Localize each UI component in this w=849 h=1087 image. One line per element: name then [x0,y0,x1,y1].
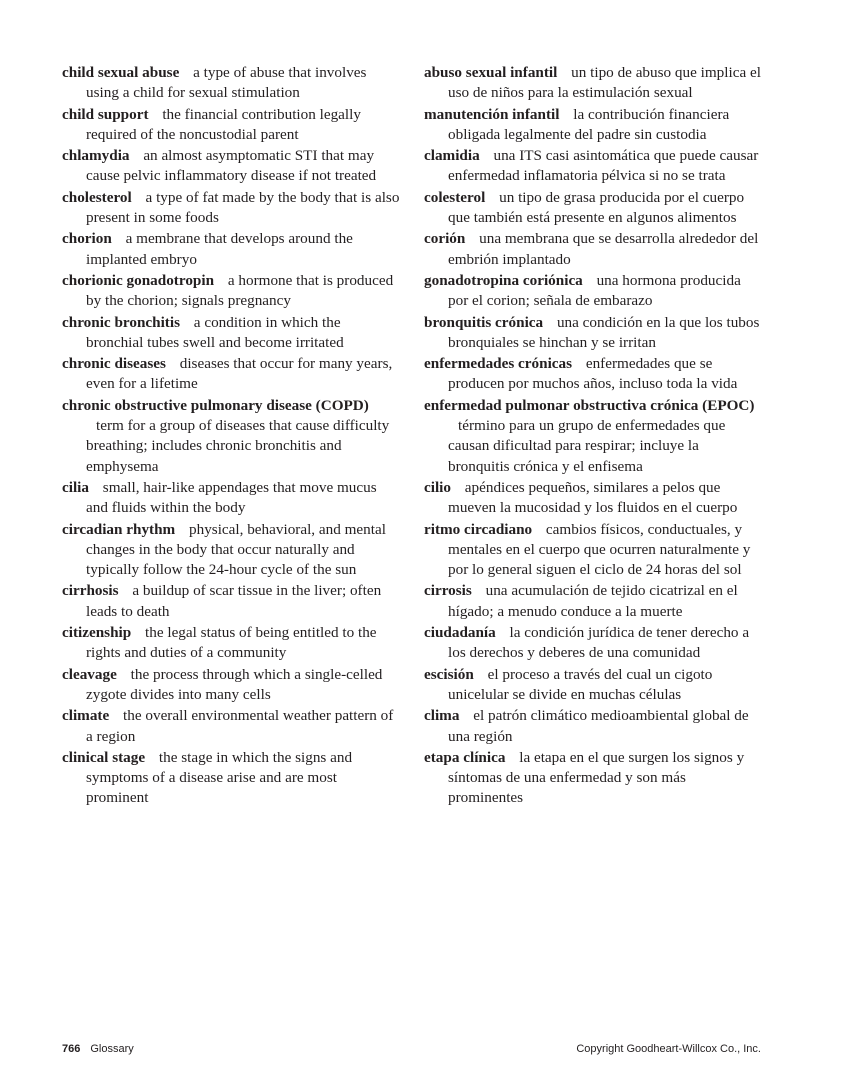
glossary-entry-english [62,229,400,270]
glossary-entry-spanish [424,748,762,809]
copyright: Copyright Goodheart-Willcox Co., Inc. [576,1043,761,1055]
glossary-definition: a hormone that is produced by the chorion; signals pregnancy [86,271,394,310]
glossary-entry-spanish [424,271,762,312]
glossary-term: bronquitis crónica [424,313,544,331]
glossary-term: manutención infantil [424,105,560,123]
glossary-term: clinical stage [62,748,146,766]
glossary-definition: la contribución financiera obligada legalmente del padre sin custodia [448,105,730,143]
glossary-term: cilia [62,478,89,496]
glossary-term: cirrhosis [62,582,119,600]
glossary-term: gonadotropina coriónica [424,271,583,289]
glossary-entry-spanish [424,146,762,187]
glossary-definition: la condición jurídica de tener derecho a los derechos y deberes de una comunidad [448,624,750,662]
glossary-entry-spanish [424,623,762,664]
glossary-entry-english [62,478,400,519]
glossary-term: cleavage [62,665,117,683]
glossary-entry-english [62,623,400,664]
glossary-definition: a membrane that develops around the implanted embryo [86,230,353,268]
glossary-entry-english [62,706,400,747]
glossary-term: ciudadanía [424,624,496,642]
glossary-term: etapa clínica [424,748,506,766]
glossary-entry-english [62,313,400,354]
glossary-columns [62,63,762,809]
glossary-entry-english [62,354,400,395]
glossary-definition: un tipo de grasa producida por el cuerpo que también está presente en algunos alimentos [448,188,745,227]
glossary-term: abuso sexual infantil [424,64,558,81]
glossary-entry-english [62,396,400,477]
glossary-term: ritmo circadiano [424,520,533,538]
glossary-definition: term for a group of diseases that cause difficulty breathing; includes chronic bronchitis and emphysema [86,417,390,475]
glossary-definition: a condition in which the bronchial tubes swell and become irritated [86,313,344,351]
glossary-definition: an almost asymptomatic STI that may cause pelvic inflammatory disease if not treated [86,147,377,185]
glossary-entry-spanish [424,478,762,519]
glossary-definition: the financial contribution legally required of the noncustodial parent [86,105,361,143]
glossary-entry-spanish [424,665,762,706]
glossary-entry-english [62,63,400,104]
glossary-term: colesterol [424,188,486,206]
glossary-entry-spanish [424,188,762,229]
glossary-definition: una membrana que se desarrolla alrededor del embrión implantado [448,230,759,268]
glossary-entry-english [62,271,400,312]
glossary-definition: the overall environmental weather pattern of a region [86,707,394,745]
page-number: 766 [62,1043,81,1055]
glossary-entry-english [62,146,400,187]
glossary-definition: término para un grupo de enfermedades que causan dificultad para respirar; incluye la bronquitis crónica y el enfisema [448,417,726,475]
glossary-definition: a type of fat made by the body that is also present in some foods [86,188,400,227]
glossary-term: chlamydia [62,147,130,165]
footer-left [62,1043,134,1055]
glossary-entry-spanish [424,520,762,581]
glossary-definition: el proceso a través del cual un cigoto unicelular se divide en muchas células [448,665,713,703]
glossary-term: cirrosis [424,582,472,600]
glossary-definition: the stage in which the signs and symptoms of a disease arise and are most prominent [86,748,353,807]
glossary-entry-spanish [424,63,762,104]
glossary-entry-english [62,188,400,229]
glossary-definition: la etapa en el que surgen los signos y síntomas de una enfermedad y son más prominentes [448,748,745,807]
glossary-entry-spanish [424,706,762,747]
glossary-term: enfermedades crónicas [424,355,573,373]
glossary-definition: una ITS casi asintomática que puede causar enfermedad inflamatoria pélvica si no se trata [448,147,759,185]
glossary-entry-english [62,105,400,146]
glossary-term: clima [424,707,460,725]
glossary-entry-spanish [424,105,762,146]
glossary-definition: un tipo de abuso que implica el uso de niños para la estimulación sexual [448,64,761,102]
glossary-entry-english [62,581,400,622]
glossary-term: chronic bronchitis [62,313,180,331]
glossary-term: cholesterol [62,188,132,206]
glossary-entry-spanish [424,229,762,270]
glossary-definition: una acumulación de tejido cicatrizal en el hígado; a menudo conduce a la muerte [448,582,738,620]
glossary-definition: cambios físicos, conductuales, y mentales en el cuerpo que ocurren naturalmente y por lo general siguen el ciclo de 24 horas del sol [448,520,751,579]
glossary-definition: el patrón climático medioambiental global de una región [448,707,749,745]
glossary-definition: apéndices pequeños, similares a pelos que mueven la mucosidad y los fluidos en el cuerpo [448,478,738,517]
glossary-definition: a type of abuse that involves using a child for sexual stimulation [86,64,367,102]
glossary-entry-spanish [424,354,762,395]
glossary-entry-spanish [424,313,762,354]
glossary-entry-english [62,665,400,706]
glossary-term: citizenship [62,624,132,642]
glossary-term: circadian rhythm [62,520,176,538]
glossary-term: corión [424,230,466,248]
glossary-term: chorionic gonadotropin [62,271,215,289]
glossary-term: cilio [424,478,451,496]
page-footer [62,1043,761,1055]
glossary-term: clamidia [424,147,480,165]
glossary-definition: small, hair-like appendages that move mucus and fluids within the body [86,478,377,517]
glossary-definition: enfermedades que se producen por muchos años, incluso toda la vida [448,355,738,393]
glossary-definition: the process through which a single-celled zygote divides into many cells [86,665,383,703]
glossary-entry-spanish [424,396,762,477]
glossary-definition: diseases that occur for many years, even for a lifetime [86,355,393,393]
glossary-term: chronic obstructive pulmonary disease (COPD) [62,396,369,414]
glossary-term: chorion [62,230,112,248]
glossary-term: enfermedad pulmonar obstructiva crónica (EPOC) [424,396,755,414]
glossary-definition: the legal status of being entitled to the rights and duties of a community [86,624,377,662]
glossary-term: climate [62,707,110,725]
glossary-term: escisión [424,665,474,683]
glossary-definition: a buildup of scar tissue in the liver; often leads to death [86,582,382,620]
glossary-definition: una hormona producida por el corion; señala de embarazo [448,271,741,310]
glossary-term: child sexual abuse [62,64,180,81]
glossary-term: child support [62,105,149,123]
glossary-term: chronic diseases [62,355,166,373]
glossary-entry-spanish [424,581,762,622]
glossary-definition: physical, behavioral, and mental changes in the body that occur naturally and typically follow the 24-hour cycle of the sun [86,520,386,579]
glossary-definition: una condición en la que los tubos bronquiales se hinchan y se irritan [448,313,760,351]
section-name: Glossary [90,1043,134,1055]
glossary-entry-english [62,520,400,581]
glossary-entry-english [62,748,400,809]
